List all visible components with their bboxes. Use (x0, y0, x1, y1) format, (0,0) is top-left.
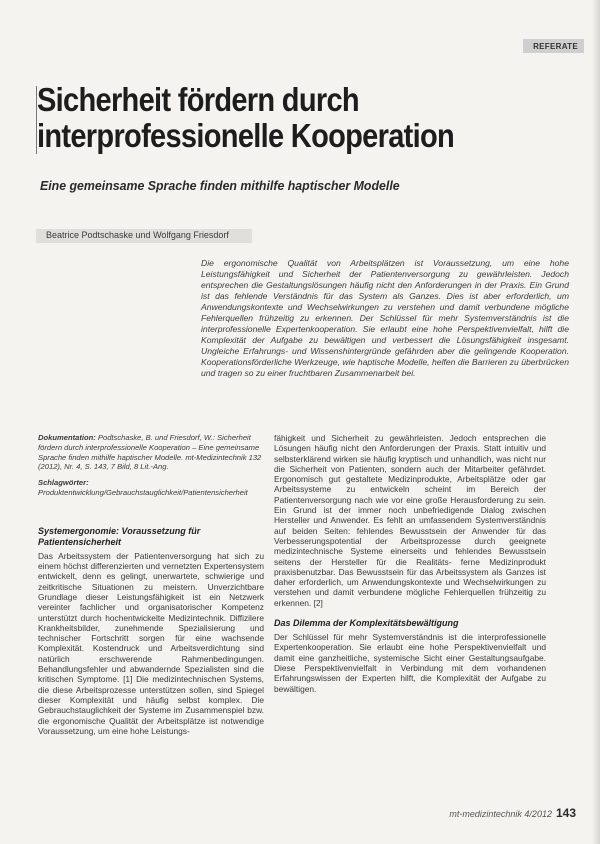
citation-label: Dokumentation: (38, 433, 96, 442)
authors: Beatrice Podtschaske und Wolfgang Friesdorf (46, 230, 229, 240)
abstract: Die ergonomische Qualität von Arbeitsplätzen ist Voraussetzung, um eine hohe Leistungsfähigkeit und Sicherheit der Patientenversorgung zu gewährleisten. Jedoch entsprechen die Gestaltungslösungen häufig nicht den Anforderungen in der Praxis. Ein Grund ist das fehlende Verständnis für das System als Ganzes. Dies ist aber erforderlich, um Anwendungskontexte und Wechselwirkungen zu verstehen und damit verbundene mögliche Fehlerquellen frühzeitig zu erkennen. Der Schlüssel für mehr Systemverständnis ist die interprofessionelle Expertenkooperation. Sie erlaubt eine hohe Perspektivenvielfalt, hilft die Komplexität der Aufgabe zu bewältigen und verbessert die Lösungsfähigkeit insgesamt. Ungleiche Erfahrungs- und Wissenshintergründe gefährden aber die gelingende Kooperation. Kooperationsförderliche Werkzeuge, wie haptische Modelle, helfen die Barrieren zu überbrücken und tragen so zu einer fruchtbaren Zusammenarbeit bei. (201, 258, 569, 378)
page-edge-shadow (592, 0, 600, 844)
title-line-2: interprofessionelle Kooperation (37, 117, 455, 154)
article-title (37, 82, 512, 154)
right-body-text-2: Der Schlüssel für mehr Systemverständnis ist die interprofessionelle Expertenkooperation. Sie erlaubt eine hohe Perspektivenvielfalt und damit eine ganzheitliche, systemische Sicht einer Gestaltungsaufgabe. Diese Perspektivenvielfalt in Verbindung mit dem vorhandenen Erfahrungswissen der Experten hilft, die Komplexität der Aufgabe zu bewältigen. (274, 632, 546, 694)
keywords-block (38, 478, 264, 498)
keywords-text: Produktentwicklung/Gebrauchstauglichkeit/Patientensicherheit (38, 487, 248, 497)
title-line-1: Sicherheit fördern durch (37, 81, 359, 118)
page-footer (449, 806, 576, 820)
section-heading-systemergonomie: Systemergonomie: Voraussetzung für Patientensicherheit (38, 525, 201, 547)
left-column (38, 433, 264, 736)
citation-text: Podtschaske, B. und Friesdorf, W.: Sicherheit fördern durch interprofessionelle Kooperation – Eine gemeinsame Sprache finden mithilfe haptischer Modelle. mt-Medizintechnik 132 (2012), Nr. 4, S. 143, 7 Bild, 8 Lit.-Ang. (38, 433, 262, 472)
citation-block (38, 433, 264, 472)
page-number: 143 (555, 806, 576, 820)
right-column (274, 433, 546, 694)
journal-name: mt-medizintechnik 4/2012 (449, 809, 552, 819)
left-body-text: Das Arbeitssystem der Patientenversorgung hat sich zu einem höchst differenzierten und vernetzten Expertensystem entwickelt, denn es gelingt, unerwartete, schwierige und zeitkritische Situationen zu meistern. Unverzichtbare Grundlage dieser Leistungsfähigkeit ist ein Netzwerk vereinter fachlicher und organisatorischer Kompetenz unterstützt durch hochentwickelte Medizintechnik. Diffizilere Krankheitsbilder, zunehmende Spezialisierung und technischer Fortschritt sorgen für eine wachsende Komplexität. Kostendruck und Arbeitsverdichtung sind natürlich erschwerende Rahmenbedingungen. Behandlungsfehler und abwandernde Spezialisten sind die kritischen Symptome. [1] Die medizintechnischen Systems, die diese Arbeitsprozesse unterstützen sollen, sind Spiegel dieser Komplexität und häufig selbst komplex. Die Gebrauchstauglichkeit der Systeme im Zusammenspiel bzw. die ergonomische Qualität der Arbeitsplätze ist notwendige Voraussetzung, um eine hohe Leistungs- (38, 550, 264, 736)
section-heading-dilemma: Das Dilemma der Komplexitätsbewältigung (274, 618, 459, 629)
keywords-label: Schlagwörter: (38, 478, 89, 488)
article-subtitle: Eine gemeinsame Sprache finden mithilfe haptischer Modelle (40, 178, 400, 193)
section-tag: REFERATE (523, 39, 584, 53)
right-body-text-1: fähigkeit und Sicherheit zu gewährleisten. Jedoch entsprechen die Lösungen häufig nicht den Anforderungen der Praxis. Statt intuitiv und selbsterklärend wirken sie häufig kryptisch und unhandlich, was nicht nur die Sicherheit von Patienten, sondern auch der Mitarbeiter gefährdet. Ergonomisch gut gestaltete Medizinprodukte, Arbeitsplätze oder gar Arbeitssysteme zu entwickeln scheint im Bereich der Patientenversorgung nach wie vor eine große Herausforderung zu sein. Ein Grund ist der immer noch unbefriedigende Dialog zwischen Hersteller und Anwender. Es fehlt an umfassendem Systemverständnis auf beiden Seiten: fehlendes Bewusstsein der Anwender für das Verbesserungspotential der Arbeitsprozesse durch geeignete medizintechnische Systeme einerseits und fehlendes Bewusstsein seitens der Hersteller für die Realitäts- ferne Medizinprodukt praxisbenutzbar. Das Bewusstsein für das Arbeitssystem als Ganzes ist daher erforderlich, um Anwendungskontexte und Wechselwirkungen zu verstehen und damit verbundene mögliche Fehlerquellen frühzeitig zu erkennen. [2] (274, 433, 546, 608)
